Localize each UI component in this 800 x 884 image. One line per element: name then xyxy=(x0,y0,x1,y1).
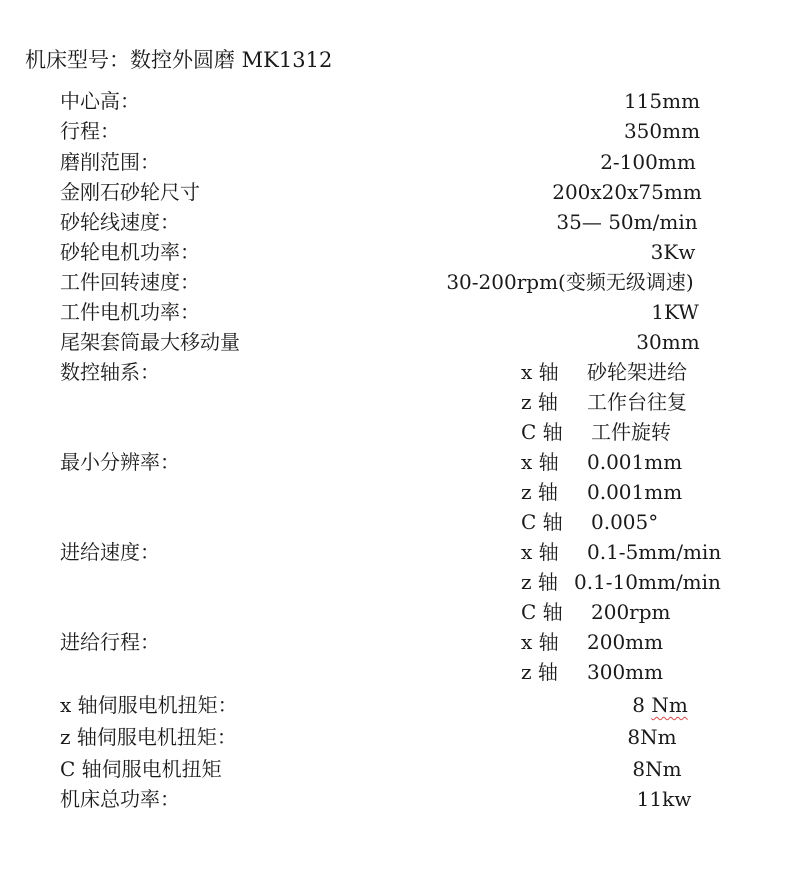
axis-name: x 轴 xyxy=(521,450,559,474)
cnc-axes-row xyxy=(0,387,800,417)
torque-label: z 轴伺服电机扭矩： xyxy=(60,725,237,749)
axis-name: C 轴 xyxy=(521,510,563,534)
torque-unit: Nm xyxy=(651,693,688,717)
spec-value: 350mm xyxy=(623,119,701,143)
cnc-axes-row xyxy=(0,357,800,387)
feed-speed-row xyxy=(0,537,800,567)
spec-row xyxy=(0,177,800,207)
total-power-value: 11kw xyxy=(636,787,692,811)
feed-travel-label: 进给行程： xyxy=(60,630,160,654)
resolution-label: 最小分辨率： xyxy=(60,450,180,474)
spec-value: 115mm xyxy=(623,89,701,113)
axis-value: 0.001mm xyxy=(587,480,683,504)
spec-row xyxy=(0,207,800,237)
spec-label: 尾架套筒最大移动量 xyxy=(60,330,240,354)
axis-name: x 轴 xyxy=(521,360,559,384)
axis-value: 工件旋转 xyxy=(591,420,671,444)
axis-value: 0.005° xyxy=(591,510,659,534)
spec-value: 1KW xyxy=(651,300,699,324)
spec-value: 3Kw xyxy=(650,240,696,264)
feed-speed-row xyxy=(0,567,800,597)
torque-row xyxy=(0,690,800,720)
axis-value: 300mm xyxy=(587,660,664,684)
cnc-axes-row xyxy=(0,417,800,447)
spec-label: 中心高： xyxy=(60,89,140,113)
spec-row xyxy=(0,267,800,297)
torque-number: 8 xyxy=(632,693,652,717)
torque-row xyxy=(0,754,800,784)
spec-label: 工件电机功率： xyxy=(60,300,200,324)
spec-row xyxy=(0,327,800,357)
spec-value: 35— 50m/min xyxy=(556,210,698,234)
spec-row xyxy=(0,237,800,267)
cnc-axes-label: 数控轴系： xyxy=(60,360,160,384)
feed-speed-label: 进给速度： xyxy=(60,540,160,564)
resolution-row xyxy=(0,447,800,477)
torque-value xyxy=(632,690,688,720)
torque-row xyxy=(0,722,800,752)
spec-value: 30mm xyxy=(636,330,700,354)
spec-row xyxy=(0,147,800,177)
torque-value: 8Nm xyxy=(632,757,682,781)
axis-value: 0.1-10mm/min xyxy=(574,570,721,594)
spec-label: 砂轮电机功率： xyxy=(60,240,200,264)
torque-label: x 轴伺服电机扭矩： xyxy=(60,693,238,717)
resolution-row xyxy=(0,477,800,507)
spec-row xyxy=(0,297,800,327)
axis-value: 0.1-5mm/min xyxy=(587,540,722,564)
axis-value: 200mm xyxy=(587,630,664,654)
axis-name: z 轴 xyxy=(521,660,558,684)
spec-label: 工件回转速度： xyxy=(60,270,200,294)
spec-value: 200x20x75mm xyxy=(552,180,702,204)
spec-label: 砂轮线速度： xyxy=(60,210,180,234)
feed-travel-row xyxy=(0,627,800,657)
axis-name: x 轴 xyxy=(521,630,559,654)
spec-row xyxy=(0,116,800,146)
axis-value: 工作台往复 xyxy=(587,390,687,414)
torque-label: C 轴伺服电机扭矩 xyxy=(60,757,222,781)
resolution-row xyxy=(0,507,800,537)
feed-travel-row xyxy=(0,657,800,687)
spec-value: 2-100mm xyxy=(600,150,696,174)
axis-value: 0.001mm xyxy=(587,450,683,474)
axis-name: C 轴 xyxy=(521,600,563,624)
spec-label: 金刚石砂轮尺寸 xyxy=(60,180,200,204)
spec-label: 行程： xyxy=(60,119,120,143)
torque-value: 8Nm xyxy=(627,725,677,749)
axis-value: 砂轮架进给 xyxy=(587,360,687,384)
axis-name: z 轴 xyxy=(521,390,558,414)
spec-value: 30-200rpm(变频无级调速) xyxy=(446,270,694,294)
spec-row xyxy=(0,86,800,116)
document-title: 机床型号：数控外圆磨 MK1312 xyxy=(25,48,333,72)
axis-name: x 轴 xyxy=(521,540,559,564)
axis-value: 200rpm xyxy=(591,600,671,624)
axis-name: C 轴 xyxy=(521,420,563,444)
feed-speed-row xyxy=(0,597,800,627)
total-power-row xyxy=(0,784,800,814)
spec-label: 磨削范围： xyxy=(60,150,160,174)
total-power-label: 机床总功率： xyxy=(60,787,180,811)
axis-name: z 轴 xyxy=(521,480,558,504)
axis-name: z 轴 xyxy=(521,570,558,594)
